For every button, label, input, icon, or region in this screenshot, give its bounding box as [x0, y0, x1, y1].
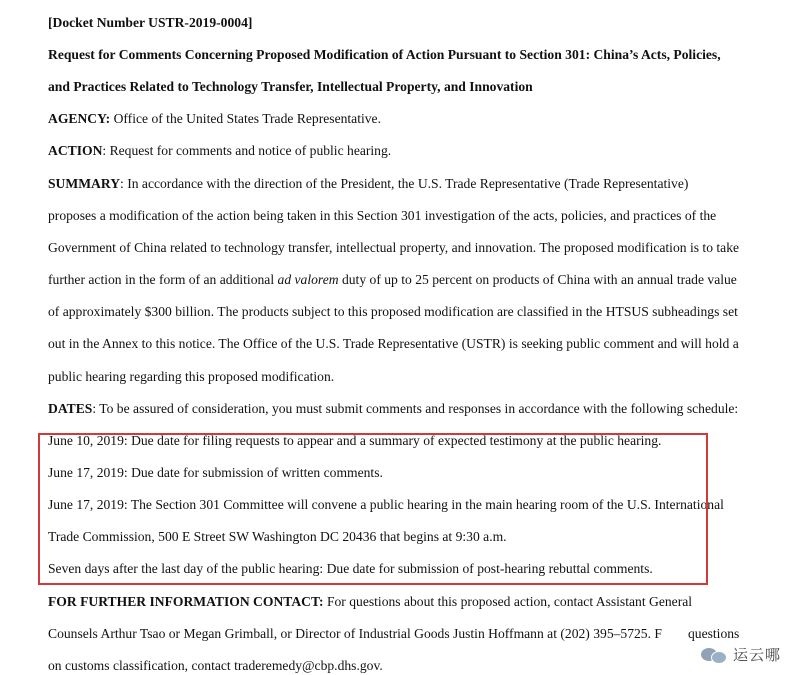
contact-line-2	[48, 626, 739, 642]
agency-line	[48, 111, 381, 127]
document-title-line-1: Request for Comments Concerning Proposed Modification of Action Pursuant to Section 301: China’s Acts, Policies,	[48, 47, 721, 62]
schedule-item-3-line-2: Trade Commission, 500 E Street SW Washington DC 20436 that begins at 9:30 a.m.	[48, 529, 507, 544]
agency-text: Office of the United States Trade Representative.	[110, 111, 381, 126]
action-line	[48, 143, 391, 159]
schedule-item-4: Seven days after the last day of the public hearing: Due date for submission of post-hearing rebuttal comments.	[48, 561, 653, 576]
summary-line-2: proposes a modification of the action being taken in this Section 301 investigation of the acts, policies, and practices of the	[48, 208, 717, 223]
summary-label: SUMMARY	[48, 176, 121, 191]
contact-line-3: on customs classification, contact traderemedy@cbp.dhs.gov.	[48, 658, 383, 673]
contact-label: FOR FURTHER INFORMATION CONTACT:	[48, 594, 324, 609]
schedule-item-2: June 17, 2019: Due date for submission of written comments.	[48, 465, 383, 480]
summary-line-4	[48, 272, 737, 288]
summary-line-6: out in the Annex to this notice. The Office of the U.S. Trade Representative (USTR) is seeking public comment and will hold a	[48, 336, 739, 351]
action-label: ACTION	[48, 143, 103, 158]
summary-line-5: of approximately $300 billion. The products subject to this proposed modification are classified in the HTSUS subheadings set	[48, 304, 738, 319]
schedule-item-1: June 10, 2019: Due date for filing requests to appear and a summary of expected testimony at the public hearing.	[48, 433, 662, 448]
summary-line-1	[48, 176, 688, 192]
watermark	[693, 642, 789, 667]
ad-valorem-term: ad valorem	[277, 272, 339, 287]
contact-line-1	[48, 594, 692, 610]
dates-line	[48, 401, 738, 417]
contact-text-2: Counsels Arthur Tsao or Megan Grimball, or Director of Industrial Goods Justin Hoffmann at (202) 395–5725. F	[48, 626, 662, 641]
action-text: : Request for comments and notice of public hearing.	[102, 143, 392, 158]
agency-label: AGENCY:	[48, 111, 111, 126]
summary-line-3: Government of China related to technology transfer, intellectual property, and innovation. The proposed modification is to take	[48, 240, 740, 255]
contact-text-1: For questions about this proposed action, contact Assistant General	[323, 594, 693, 609]
dates-text: : To be assured of consideration, you must submit comments and responses in accordance with the following schedule:	[92, 401, 739, 416]
dates-label: DATES	[48, 401, 93, 416]
summary-text-1: : In accordance with the direction of the President, the U.S. Trade Representative (Trade Representative)	[120, 176, 689, 191]
schedule-item-3-line-1: June 17, 2019: The Section 301 Committee will convene a public hearing in the main hearing room of the U.S. International	[48, 497, 724, 512]
summary-text-4b: duty of up to 25 percent on products of China with an annual trade value	[338, 272, 737, 287]
docket-number: [Docket Number USTR-2019-0004]	[48, 15, 253, 30]
document-title-line-2: and Practices Related to Technology Transfer, Intellectual Property, and Innovation	[48, 79, 533, 94]
watermark-text: 运云哪	[732, 646, 781, 664]
summary-text-4a: further action in the form of an additional	[48, 272, 278, 287]
summary-line-7: public hearing regarding this proposed modification.	[48, 369, 335, 384]
wechat-icon	[701, 645, 727, 665]
contact-text-2-tail: questions	[687, 626, 740, 641]
